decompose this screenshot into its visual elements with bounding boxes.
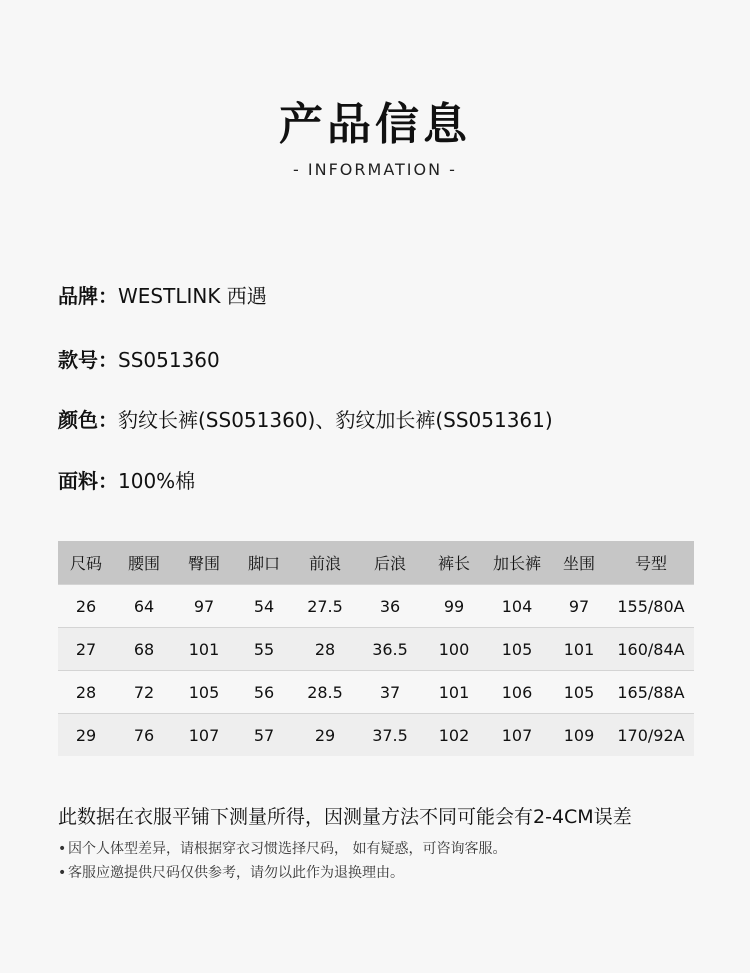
table-cell: 27.5 xyxy=(294,585,356,628)
info-style-number xyxy=(58,344,220,373)
table-header-cell: 脚口 xyxy=(234,541,294,585)
table-cell: 54 xyxy=(234,585,294,628)
table-cell: 105 xyxy=(550,671,608,714)
info-label: 颜色： xyxy=(58,408,118,432)
info-fabric xyxy=(58,465,195,494)
table-cell: 72 xyxy=(114,671,174,714)
note-item xyxy=(58,862,404,882)
note-text: 客服应邀提供尺码仅供参考，请勿以此作为退换理由。 xyxy=(68,865,404,881)
table-cell: 101 xyxy=(174,628,234,671)
info-label: 品牌： xyxy=(58,284,118,308)
table-cell: 101 xyxy=(550,628,608,671)
table-cell: 101 xyxy=(424,671,484,714)
table-cell: 165/88A xyxy=(608,671,694,714)
table-header-cell: 前浪 xyxy=(294,541,356,585)
table-header-cell: 加长裤 xyxy=(484,541,550,585)
info-label: 款号： xyxy=(58,348,118,372)
note-item xyxy=(58,838,506,858)
table-cell: 27 xyxy=(58,628,114,671)
table-header-cell: 尺码 xyxy=(58,541,114,585)
table-cell: 37 xyxy=(356,671,424,714)
table-cell: 102 xyxy=(424,714,484,757)
info-value: WESTLINK 西遇 xyxy=(118,284,267,308)
table-row xyxy=(58,714,694,757)
table-cell: 57 xyxy=(234,714,294,757)
table-cell: 36 xyxy=(356,585,424,628)
table-cell: 56 xyxy=(234,671,294,714)
info-label: 面料： xyxy=(58,469,118,493)
table-cell: 26 xyxy=(58,585,114,628)
table-cell: 29 xyxy=(294,714,356,757)
table-cell: 100 xyxy=(424,628,484,671)
table-cell: 97 xyxy=(174,585,234,628)
note-text: 因个人体型差异，请根据穿衣习惯选择尺码， 如有疑惑，可咨询客服。 xyxy=(68,841,507,857)
table-row xyxy=(58,585,694,628)
table-cell: 28 xyxy=(58,671,114,714)
info-color xyxy=(58,404,553,433)
info-value: SS051360 xyxy=(118,348,220,372)
page-subtitle: - INFORMATION - xyxy=(293,160,457,179)
table-cell: 105 xyxy=(174,671,234,714)
table-header-cell: 坐围 xyxy=(550,541,608,585)
table-cell: 107 xyxy=(484,714,550,757)
table-header-cell: 后浪 xyxy=(356,541,424,585)
table-cell: 99 xyxy=(424,585,484,628)
table-header-cell: 号型 xyxy=(608,541,694,585)
table-cell: 28.5 xyxy=(294,671,356,714)
table-header-cell: 腰围 xyxy=(114,541,174,585)
table-cell: 160/84A xyxy=(608,628,694,671)
table-cell: 68 xyxy=(114,628,174,671)
table-cell: 106 xyxy=(484,671,550,714)
bullet-icon: • xyxy=(58,865,67,881)
info-value: 豹纹长裤(SS051360)、豹纹加长裤(SS051361) xyxy=(118,408,553,432)
table-cell: 97 xyxy=(550,585,608,628)
table-cell: 105 xyxy=(484,628,550,671)
table-header-cell: 裤长 xyxy=(424,541,484,585)
table-cell: 104 xyxy=(484,585,550,628)
measurement-note: 此数据在衣服平铺下测量所得，因测量方法不同可能会有2-4CM误差 xyxy=(58,806,632,828)
table-cell: 37.5 xyxy=(356,714,424,757)
table-cell: 170/92A xyxy=(608,714,694,757)
page-title: 产品信息 xyxy=(279,99,471,150)
table-cell: 28 xyxy=(294,628,356,671)
table-header-cell: 臀围 xyxy=(174,541,234,585)
table-header-row xyxy=(58,541,694,585)
info-brand xyxy=(58,280,267,309)
table-cell: 29 xyxy=(58,714,114,757)
info-value: 100%棉 xyxy=(118,469,196,493)
table-cell: 109 xyxy=(550,714,608,757)
bullet-icon: • xyxy=(58,841,67,857)
size-table xyxy=(58,541,694,756)
table-cell: 64 xyxy=(114,585,174,628)
table-row xyxy=(58,628,694,671)
table-cell: 55 xyxy=(234,628,294,671)
table-cell: 155/80A xyxy=(608,585,694,628)
table-row xyxy=(58,671,694,714)
table-cell: 36.5 xyxy=(356,628,424,671)
table-cell: 76 xyxy=(114,714,174,757)
table-cell: 107 xyxy=(174,714,234,757)
